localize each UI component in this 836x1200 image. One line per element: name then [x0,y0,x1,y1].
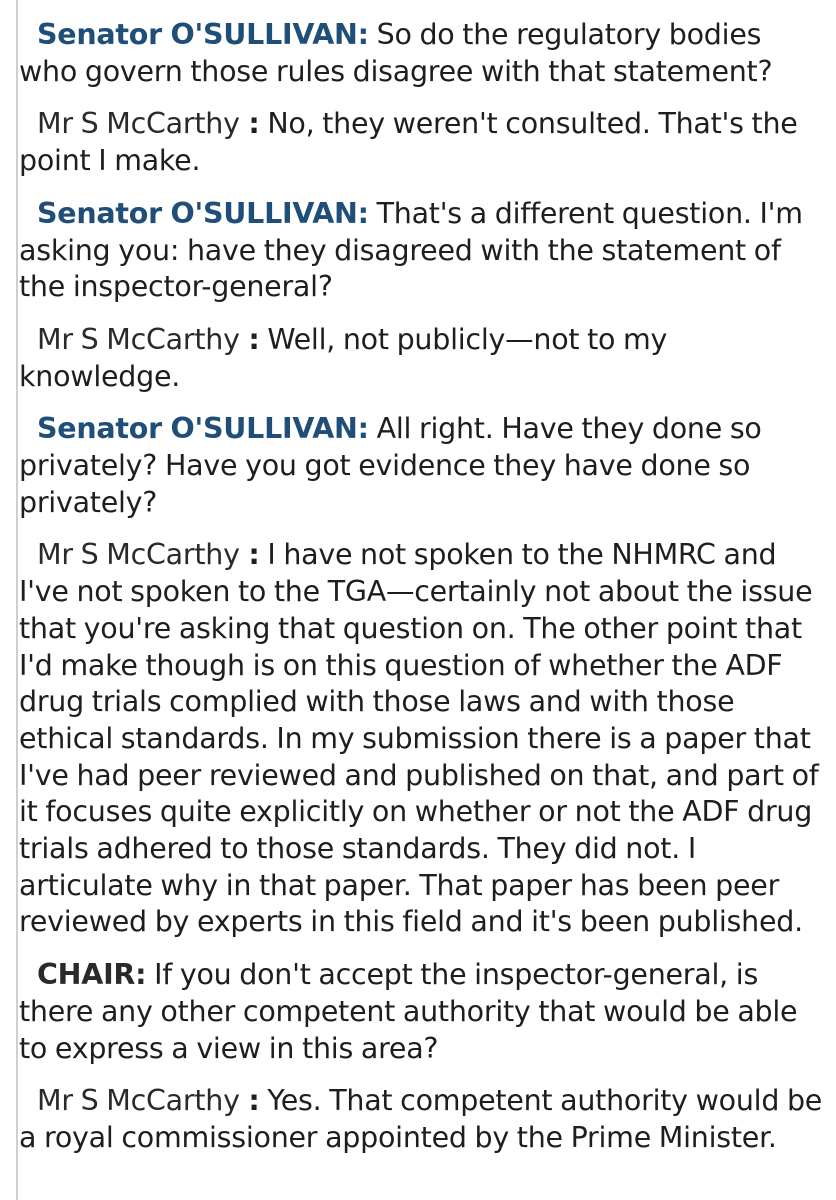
speaker-separator: : [357,412,369,446]
speaker-separator: : [357,18,369,51]
speaker-name: CHAIR [37,958,136,992]
hansard-transcript [19,17,824,1173]
speaker-name: Mr S McCarthy [37,322,240,356]
speaker-separator: : [239,322,260,356]
speaker-separator: : [239,107,260,141]
speaker-name: Senator O'SULLIVAN [37,196,358,230]
statement-text: So do the regulatory bodies who govern those rules disagree with that statement? [19,18,773,88]
speaker-separator: : [239,1084,260,1118]
speaker-separator: : [357,196,369,230]
statement-text: No, they weren't consulted. That's the point I make. [19,107,798,178]
statement-text: Yes. That competent authority would be a royal commissioner appointed by the Prime Minister. [19,1084,823,1154]
transcript-paragraph [19,411,824,521]
statement-text: Well, not publicly—not to my knowledge. [19,322,668,393]
transcript-paragraph [19,322,824,395]
transcript-paragraph [19,17,824,90]
speaker-separator: : [135,958,147,992]
speaker-name: Mr S McCarthy [37,538,240,572]
speaker-name: Mr S McCarthy [37,107,240,141]
statement-text: That's a different question. I'm asking you: have they disagreed with the statement of the inspector-general? [19,196,803,304]
transcript-paragraph [19,1083,824,1156]
transcript-paragraph [19,106,824,179]
statement-text: I have not spoken to the NHMRC and I've not spoken to the TGA—certainly not about the issue that you're asking that question on. The other point that I'd make though is on this question of whether the ADF drug trials complied with those laws and with those ethical standards. In my submission there is a paper that I've had peer reviewed and published on that, and part of it focuses quite explicitly on whether or not the ADF drug trials adhered to those standards. They did not. I articulate why in that paper. That paper has been peer reviewed by experts in this field and it's been published. [19,538,819,939]
speaker-name: Senator O'SULLIVAN [37,18,358,51]
transcript-paragraph [19,196,824,306]
transcript-paragraph [19,537,824,941]
statement-text: All right. Have they done so privately? Have you got evidence they have done so privately? [19,412,762,519]
speaker-separator: : [239,538,260,572]
speaker-name: Senator O'SULLIVAN [37,412,358,446]
left-margin-rule [16,0,18,1200]
speaker-name: Mr S McCarthy [37,1084,240,1118]
statement-text: If you don't accept the inspector-general, is there any other competent authority that would be able to express a view in this area? [19,958,798,1065]
transcript-paragraph [19,957,824,1067]
